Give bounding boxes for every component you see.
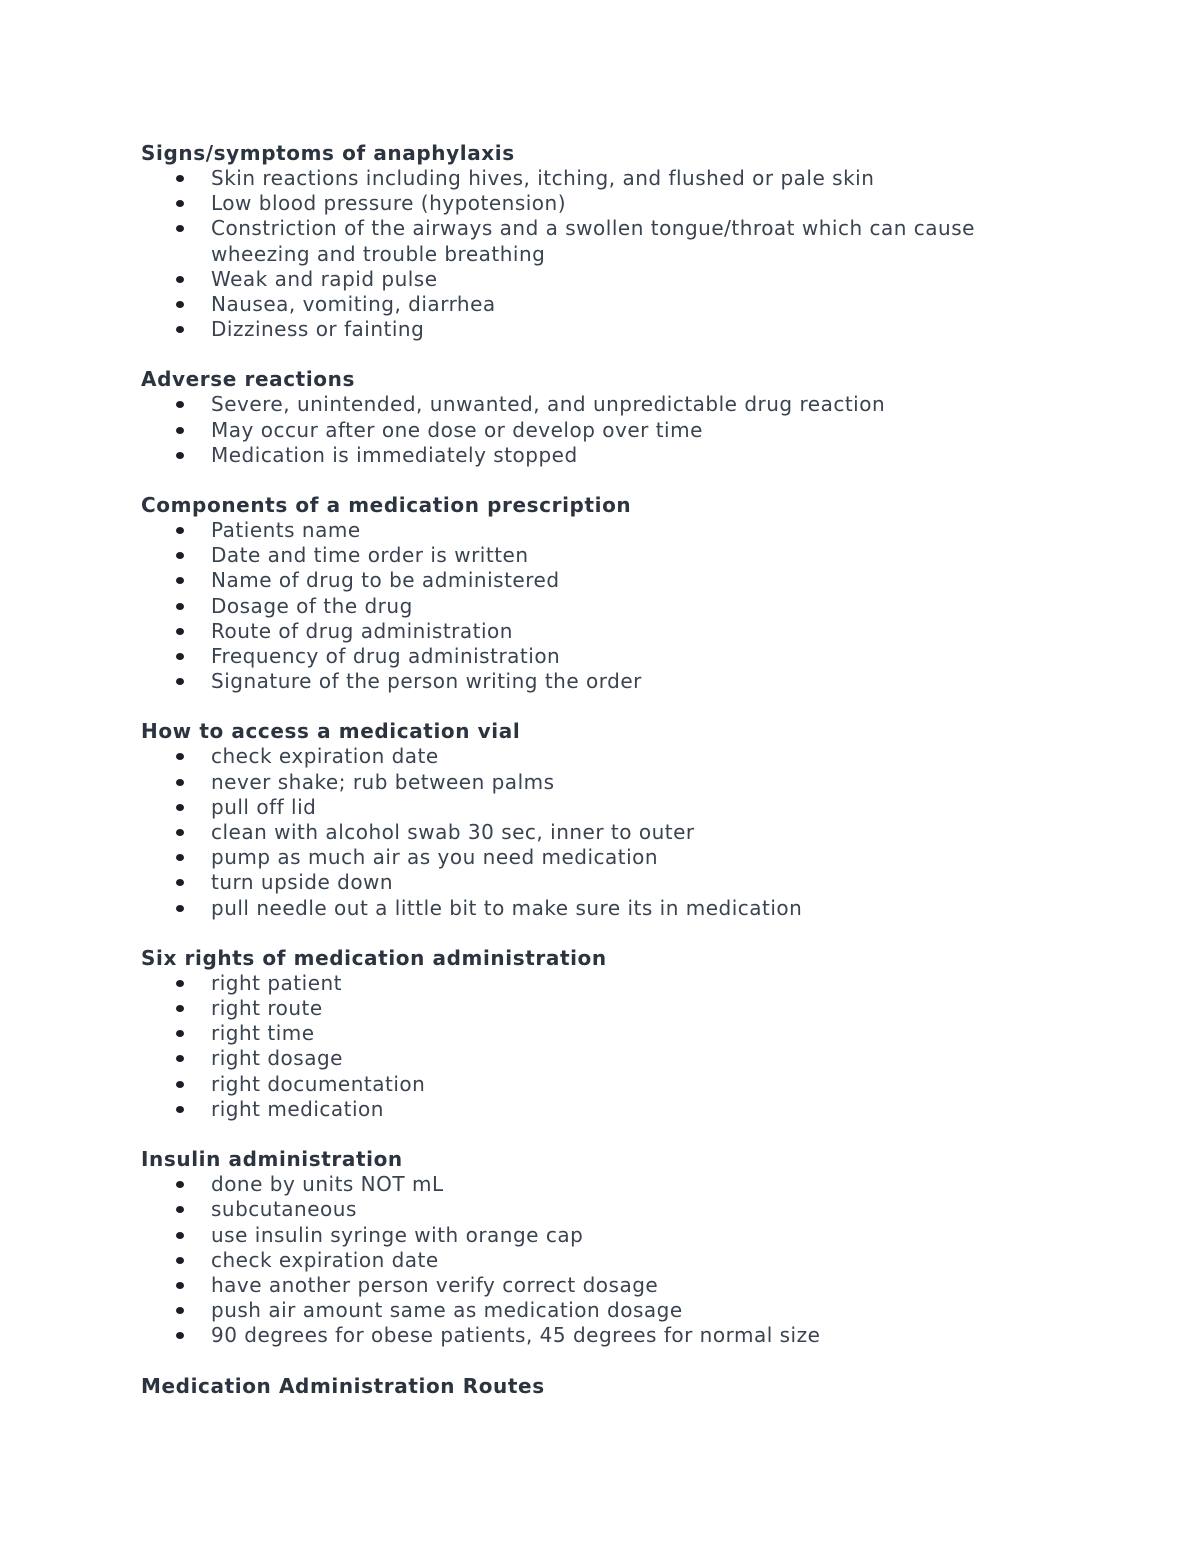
list-item <box>141 1021 1071 1046</box>
section-administration-routes <box>141 1373 1041 1399</box>
list-item-text: clean with alcohol swab 30 sec, inner to outer <box>211 820 695 845</box>
list-item-text: Name of drug to be administered <box>211 568 560 593</box>
list-item-text: Frequency of drug administration <box>211 644 561 669</box>
list-item-text: Nausea, vomiting, diarrhea <box>211 292 496 317</box>
list-item-text: right medication <box>211 1096 384 1121</box>
list-item <box>141 518 1071 543</box>
list-item-text: right dosage <box>211 1046 343 1071</box>
list-item <box>141 1097 1071 1122</box>
list-item-text: check expiration date <box>211 744 439 769</box>
bullet-icon <box>176 326 184 333</box>
bullet-icon <box>176 1332 184 1339</box>
section-heading: Medication Administration Routes <box>141 1373 545 1398</box>
section-heading: How to access a medication vial <box>141 719 521 744</box>
list-item <box>141 267 1071 292</box>
section-insulin-administration <box>141 1146 1041 1348</box>
list-item-text: right patient <box>211 970 343 995</box>
list-item-text: done by units NOT mL <box>211 1172 444 1197</box>
section-prescription-components <box>141 492 1041 694</box>
list-item <box>141 191 1071 216</box>
bullet-list <box>141 166 1041 342</box>
bullet-icon <box>176 1081 184 1088</box>
bullet-icon <box>176 603 184 610</box>
list-item <box>141 1273 1071 1298</box>
list-item <box>141 744 1071 769</box>
section-heading: Insulin administration <box>141 1147 403 1172</box>
bullet-list <box>141 744 1041 920</box>
list-item-text: 90 degrees for obese patients, 45 degrees for normal size <box>211 1323 821 1348</box>
bullet-icon <box>176 1181 184 1188</box>
bullet-icon <box>176 527 184 534</box>
bullet-icon <box>176 1232 184 1239</box>
bullet-icon <box>176 577 184 584</box>
list-item <box>141 795 1071 820</box>
bullet-list <box>141 392 1041 468</box>
list-item <box>141 392 1071 417</box>
bullet-icon <box>176 879 184 886</box>
list-item <box>141 1197 1071 1222</box>
bullet-list <box>141 518 1041 694</box>
list-item <box>141 619 1071 644</box>
bullet-icon <box>176 678 184 685</box>
bullet-icon <box>176 1307 184 1314</box>
bullet-icon <box>176 804 184 811</box>
list-item <box>141 870 1071 895</box>
list-item <box>141 1046 1071 1071</box>
bullet-icon <box>176 200 184 207</box>
list-item <box>141 971 1071 996</box>
bullet-icon <box>176 980 184 987</box>
section-heading: Six rights of medication administration <box>141 945 607 970</box>
list-item-text: May occur after one dose or develop over time <box>211 417 703 442</box>
list-item <box>141 418 1071 443</box>
bullet-icon <box>176 1206 184 1213</box>
list-item-text: pull needle out a little bit to make sure its in medication <box>211 895 803 920</box>
list-item-text: use insulin syringe with orange cap <box>211 1222 584 1247</box>
bullet-icon <box>176 854 184 861</box>
list-item <box>141 1323 1071 1348</box>
list-item-text: Dizziness or fainting <box>211 317 425 342</box>
list-item-text: Skin reactions including hives, itching, and flushed or pale skin <box>211 166 875 190</box>
section-adverse-reactions <box>141 366 1041 468</box>
bullet-icon <box>176 829 184 836</box>
list-item <box>141 166 1071 191</box>
list-item <box>141 996 1071 1021</box>
bullet-icon <box>176 1106 184 1113</box>
list-item <box>141 543 1071 568</box>
bullet-icon <box>176 552 184 559</box>
list-item <box>141 568 1071 593</box>
list-item <box>141 1172 1071 1197</box>
bullet-list <box>141 971 1041 1122</box>
bullet-icon <box>176 427 184 434</box>
bullet-icon <box>176 1030 184 1037</box>
list-item-text: push air amount same as medication dosage <box>211 1298 683 1323</box>
section-heading: Components of a medication prescription <box>141 493 632 518</box>
list-item-text: Low blood pressure (hypotension) <box>211 191 567 216</box>
section-six-rights <box>141 945 1041 1122</box>
list-item <box>141 845 1071 870</box>
bullet-icon <box>176 401 184 408</box>
bullet-icon <box>176 653 184 660</box>
section-heading: Signs/symptoms of anaphylaxis <box>141 141 515 165</box>
list-item <box>141 1248 1071 1273</box>
section-heading: Adverse reactions <box>141 367 355 392</box>
list-item <box>141 1298 1071 1323</box>
list-item-text: turn upside down <box>211 870 394 895</box>
list-item <box>141 1072 1071 1097</box>
list-item-text: Weak and rapid pulse <box>211 266 438 291</box>
bullet-icon <box>176 753 184 760</box>
list-item <box>141 1223 1071 1248</box>
bullet-icon <box>176 1005 184 1012</box>
list-item-text: never shake; rub between palms <box>211 769 555 794</box>
list-item-text: Signature of the person writing the order <box>211 669 642 694</box>
list-item-text: pump as much air as you need medication <box>211 845 659 870</box>
list-item <box>141 770 1071 795</box>
list-item-text: subcutaneous <box>211 1197 357 1222</box>
list-item <box>141 216 1071 266</box>
list-item <box>141 644 1071 669</box>
list-item-text: check expiration date <box>211 1247 439 1272</box>
bullet-icon <box>176 779 184 786</box>
list-item-text: have another person verify correct dosage <box>211 1272 659 1297</box>
list-item <box>141 594 1071 619</box>
list-item-text: Patients name <box>211 518 361 543</box>
document-body <box>141 140 1041 1423</box>
bullet-icon <box>176 1055 184 1062</box>
list-item-text: Medication is immediately stopped <box>211 442 578 467</box>
bullet-icon <box>176 628 184 635</box>
bullet-icon <box>176 175 184 182</box>
list-item <box>141 317 1071 342</box>
list-item <box>141 820 1071 845</box>
list-item-text: Route of drug administration <box>211 618 513 643</box>
list-item-text: right time <box>211 1021 315 1046</box>
list-item-text: Constriction of the airways and a swollen tongue/throat which can cause wheezing and trouble breathing <box>211 216 975 266</box>
list-item-text: Severe, unintended, unwanted, and unpredictable drug reaction <box>211 392 886 417</box>
list-item-text: Date and time order is written <box>211 543 529 568</box>
section-anaphylaxis <box>141 140 1041 342</box>
list-item-text: Dosage of the drug <box>211 593 413 618</box>
list-item <box>141 896 1071 921</box>
bullet-icon <box>176 276 184 283</box>
list-item <box>141 669 1071 694</box>
section-medication-vial <box>141 718 1041 920</box>
bullet-icon <box>176 1257 184 1264</box>
list-item <box>141 443 1071 468</box>
bullet-icon <box>176 1282 184 1289</box>
bullet-icon <box>176 225 184 232</box>
bullet-icon <box>176 905 184 912</box>
list-item-text: right route <box>211 996 323 1021</box>
bullet-icon <box>176 452 184 459</box>
list-item-text: pull off lid <box>211 794 317 819</box>
bullet-icon <box>176 301 184 308</box>
list-item <box>141 292 1071 317</box>
bullet-list <box>141 1172 1041 1348</box>
list-item-text: right documentation <box>211 1071 426 1096</box>
